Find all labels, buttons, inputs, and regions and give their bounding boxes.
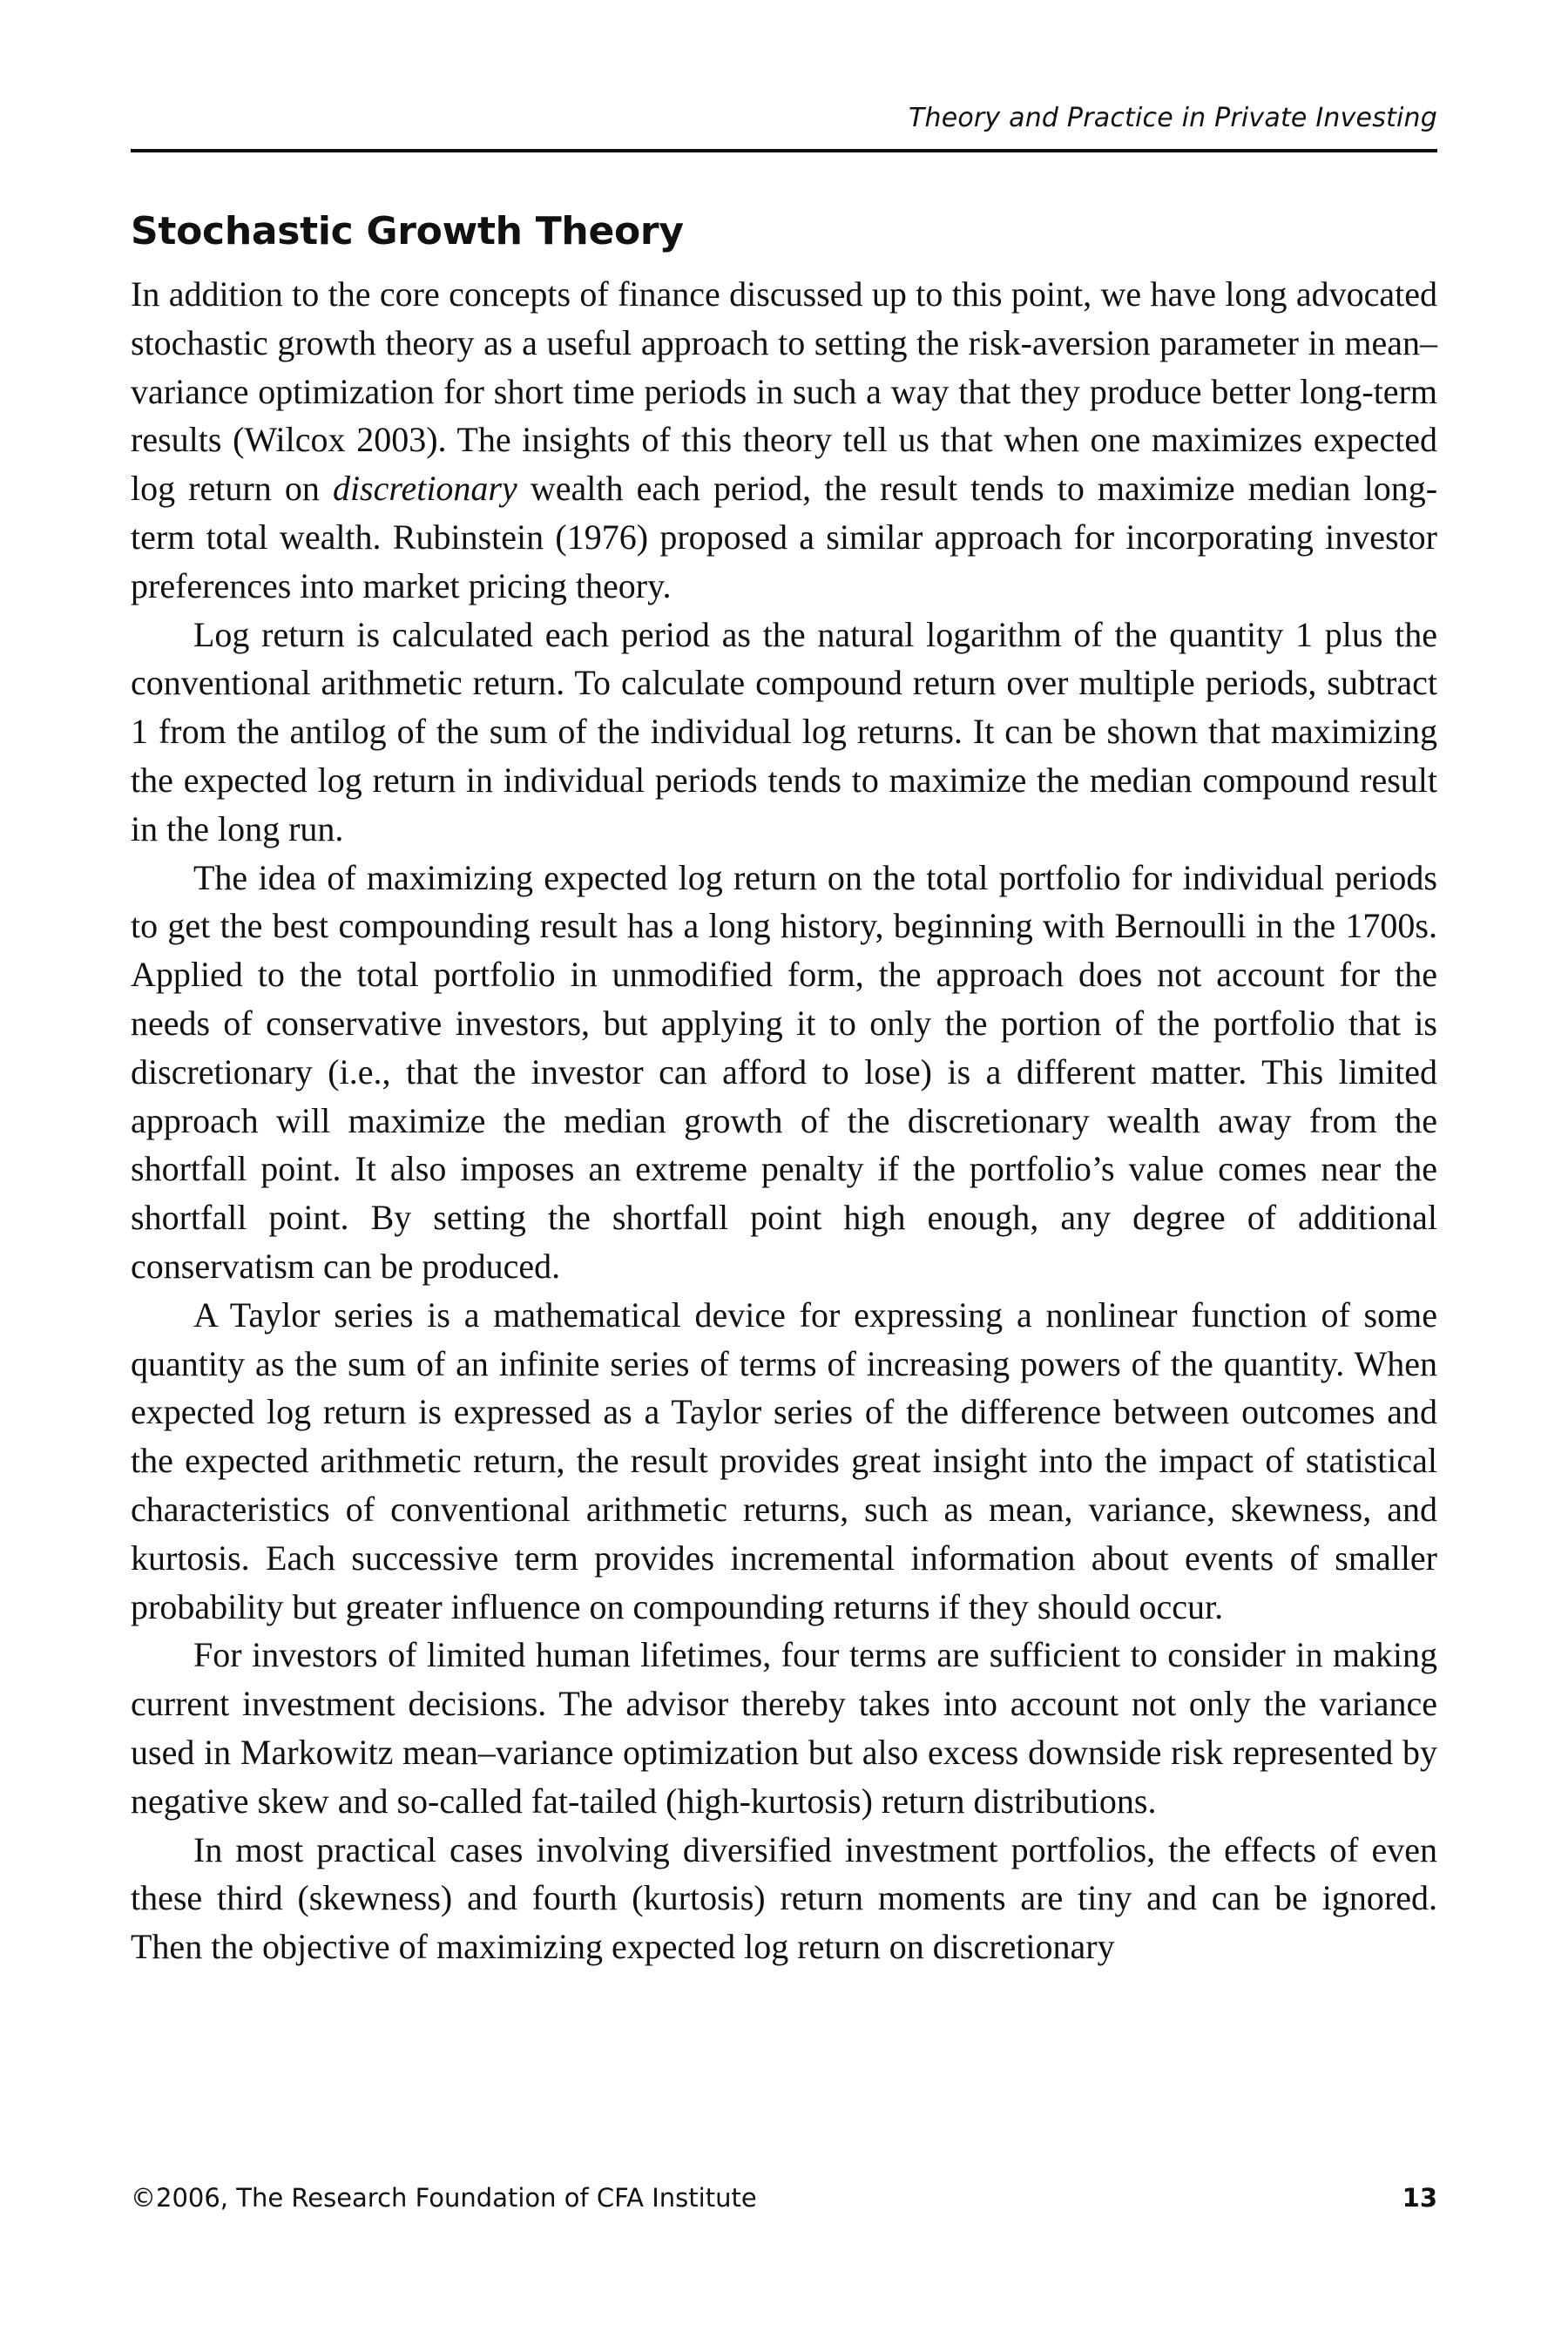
- header-rule: [131, 149, 1437, 152]
- paragraph-1: [131, 270, 1437, 611]
- paragraph-1-text-end: wealth each period, the result tends to maximize median long-term total wealth. Rubinstein (1976) proposed a similar approach for incorporating investor preferences into market pricing theory.: [131, 469, 1438, 605]
- paragraph-4: A Taylor series is a mathematical device for expressing a nonlinear function of some quantity as the sum of an infinite series of terms of increasing powers of the quantity. When expected log return is expressed as a Taylor series of the difference between outcomes and the expected arithmetic return, the result provides great insight into the impact of statistical characteristics of conventional arithmetic returns, such as mean, variance, skewness, and kurtosis. Each successive term provides incremental information about events of smaller probability but greater influence on compounding returns if they should occur.: [131, 1294, 1437, 1626]
- page-number: 13: [1402, 2183, 1437, 2213]
- paragraph-3: The idea of maximizing expected log return on the total portfolio for individual periods to get the best compounding result has a long history, beginning with Bernoulli in the 1700s. Applied to the total portfolio in unmodified form, the approach does not account for the needs of conservative investors, but applying it to only the portion of the portfolio that is discretionary (i.e., that the investor can afford to lose) is a different matter. This limited approach will maximize the median growth of the discretionary wealth away from the shortfall point. It also imposes an extreme penalty if the portfolio’s value comes near the shortfall point. By setting the shortfall point high enough, any degree of additional conservatism can be produced.: [131, 857, 1437, 1286]
- section-title: Stochastic Growth Theory: [131, 209, 684, 253]
- footer-copyright: ©2006, The Research Foundation of CFA Institute: [131, 2183, 757, 2213]
- running-head-title: Theory and Practice in Private Investing: [908, 103, 1437, 133]
- paragraph-1-text-start: In addition to the core concepts of finance discussed up to this point, we have long advocated stochastic growth theory as a useful approach to setting the risk-aversion parameter in mean–variance optimization for short time periods in such a way that they produce better long-term results (Wilcox 2003). The insights of this theory tell us that when one maximizes expected log return on: [131, 274, 1437, 509]
- page-footer: [131, 2183, 1437, 2218]
- paragraph-6: In most practical cases involving diversified investment portfolios, the effects of even these third (skewness) and fourth (kurtosis) return moments are tiny and can be ignored. Then the objective of maximizing expected log return on discretionary: [131, 1829, 1437, 1967]
- body-text: [131, 270, 1437, 1971]
- paragraph-2: Log return is calculated each period as the natural logarithm of the quantity 1 plus the conventional arithmetic return. To calculate compound return over multiple periods, subtract 1 from the antilog of the sum of the individual log returns. It can be shown that maximizing the expected log return in individual periods tends to maximize the median compound result in the long run.: [131, 614, 1437, 848]
- paragraph-5: For investors of limited human lifetimes, four terms are sufficient to consider in making current investment decisions. The advisor thereby takes into account not only the variance used in Markowitz mean–variance optimization but also excess downside risk represented by negative skew and so-called fat-tailed (high-kurtosis) return distributions.: [131, 1635, 1437, 1821]
- paragraph-1-emphasis: discretionary: [332, 469, 517, 509]
